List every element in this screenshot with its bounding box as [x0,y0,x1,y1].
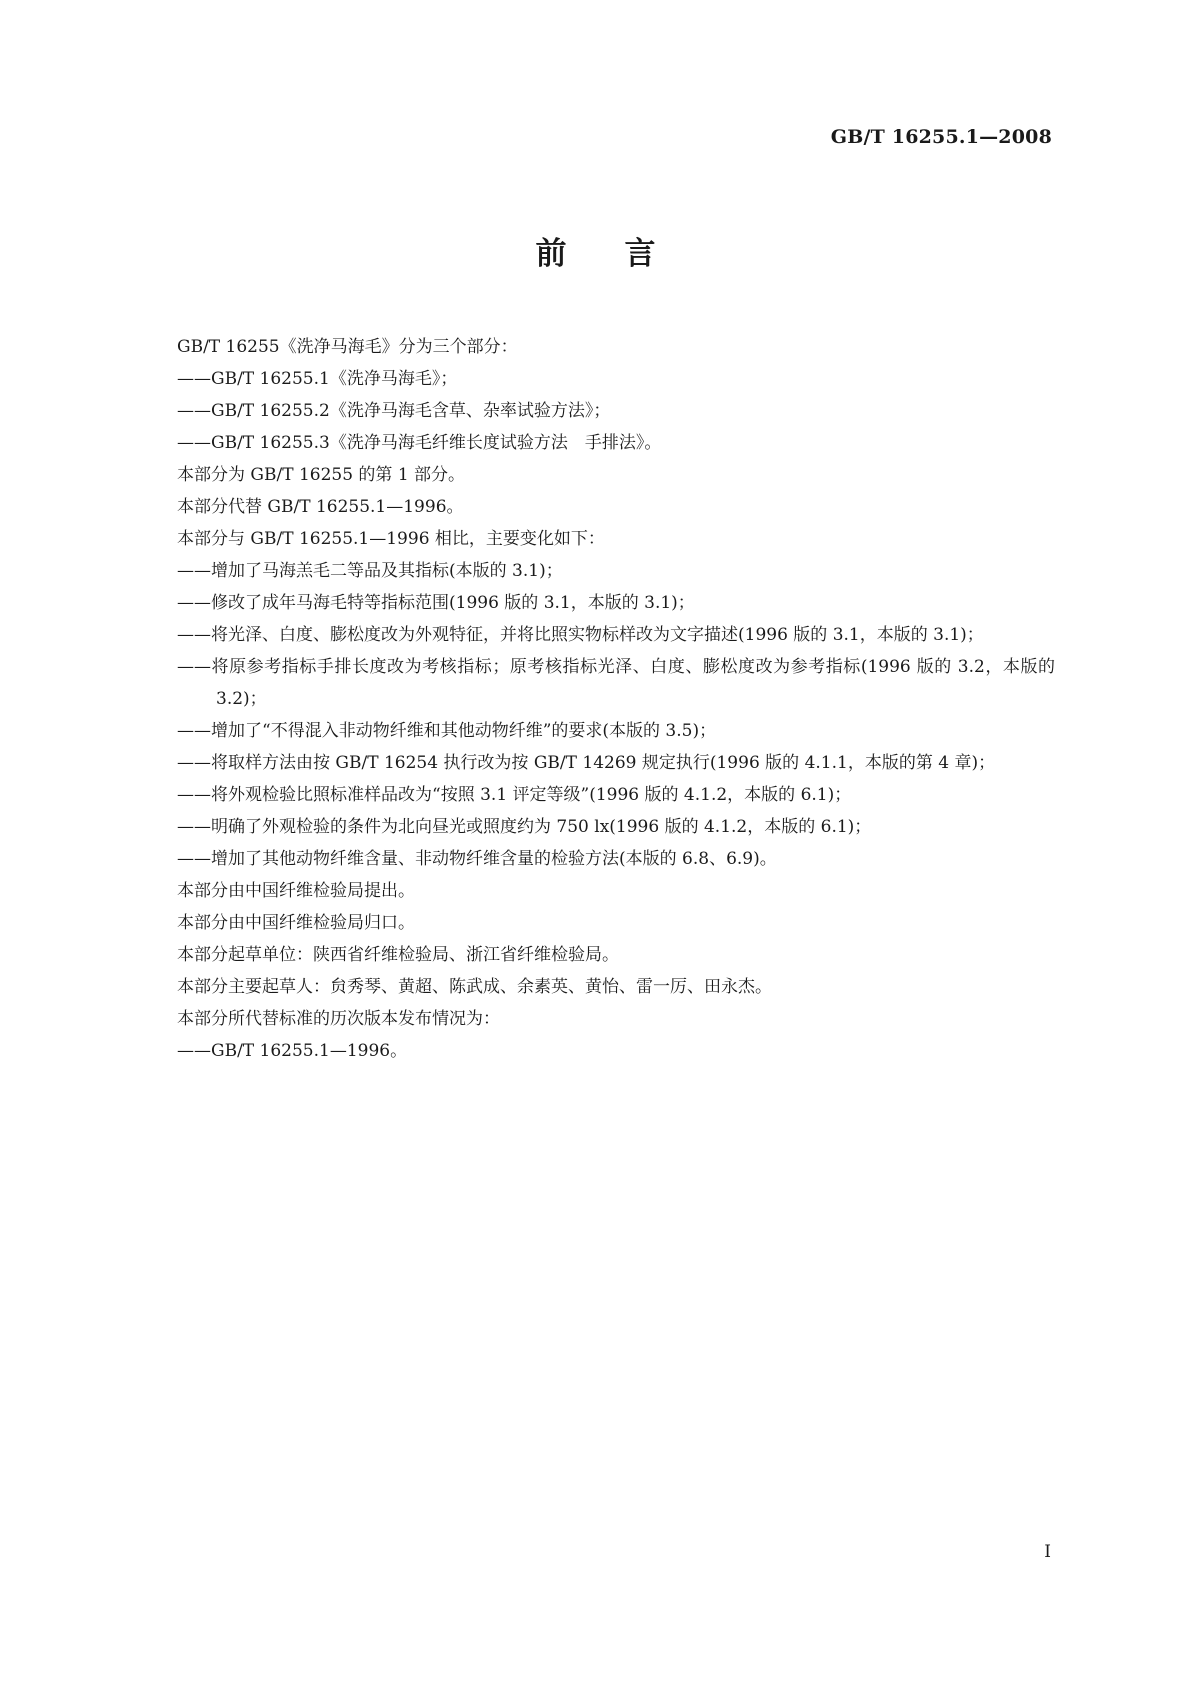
paragraph-changes-intro: 本部分与 GB/T 16255.1—1996 相比，主要变化如下： [177,529,605,549]
paragraph-replaces: 本部分代替 GB/T 16255.1—1996。 [177,497,464,517]
page-title: 前言 [535,236,714,272]
list-item-change: ——增加了“不得混入非动物纤维和其他动物纤维”的要求(本版的 3.5)； [177,721,717,741]
paragraph-history-intro: 本部分所代替标准的历次版本发布情况为： [177,1009,500,1029]
list-item-change: ——将外观检验比照标准样品改为“按照 3.1 评定等级”(1996 版的 4.1.2，本版的 6.1)； [177,785,852,805]
list-item-part-2: ——GB/T 16255.2《洗净马海毛含草、杂率试验方法》； [177,401,611,421]
list-item-change: ——明确了外观检验的条件为北向昼光或照度约为 750 lx(1996 版的 4.1.2，本版的 6.1)； [177,817,872,837]
paragraph-drafting-units: 本部分起草单位：陕西省纤维检验局、浙江省纤维检验局。 [177,945,619,965]
page-number: I [1044,1542,1051,1562]
paragraph-managed-by: 本部分由中国纤维检验局归口。 [177,913,415,933]
list-item-change: ——将光泽、白度、膨松度改为外观特征，并将比照实物标样改为文字描述(1996 版的 3.1，本版的 3.1)； [177,625,984,645]
paragraph-part-number: 本部分为 GB/T 16255 的第 1 部分。 [177,465,466,485]
list-item-part-1: ——GB/T 16255.1《洗净马海毛》； [177,369,458,389]
list-item-change: ——增加了其他动物纤维含量、非动物纤维含量的检验方法(本版的 6.8、6.9)。 [177,849,777,869]
paragraph-proposed-by: 本部分由中国纤维检验局提出。 [177,881,415,901]
list-item-history: ——GB/T 16255.1—1996。 [177,1041,408,1061]
list-item-change: ——修改了成年马海毛特等指标范围(1996 版的 3.1，本版的 3.1)； [177,593,695,613]
list-item-part-3: ——GB/T 16255.3《洗净马海毛纤维长度试验方法 手排法》。 [177,433,662,453]
paragraph-parts-intro: GB/T 16255《洗净马海毛》分为三个部分： [177,337,518,357]
standard-code: GB/T 16255.1—2008 [830,126,1052,148]
list-item-change: ——增加了马海羔毛二等品及其指标(本版的 3.1)； [177,561,563,581]
list-item-change: ——将原参考指标手排长度改为考核指标；原考核指标光泽、白度、膨松度改为参考指标(1996 版的 3.2，本版的 3.2)； [177,657,1055,709]
paragraph-drafters: 本部分主要起草人：贠秀琴、黄超、陈武成、余素英、黄怡、雷一厉、田永杰。 [177,977,772,997]
document-body [177,331,1055,1067]
list-item-change: ——将取样方法由按 GB/T 16254 执行改为按 GB/T 14269 规定执行(1996 版的 4.1.1，本版的第 4 章)； [177,753,996,773]
